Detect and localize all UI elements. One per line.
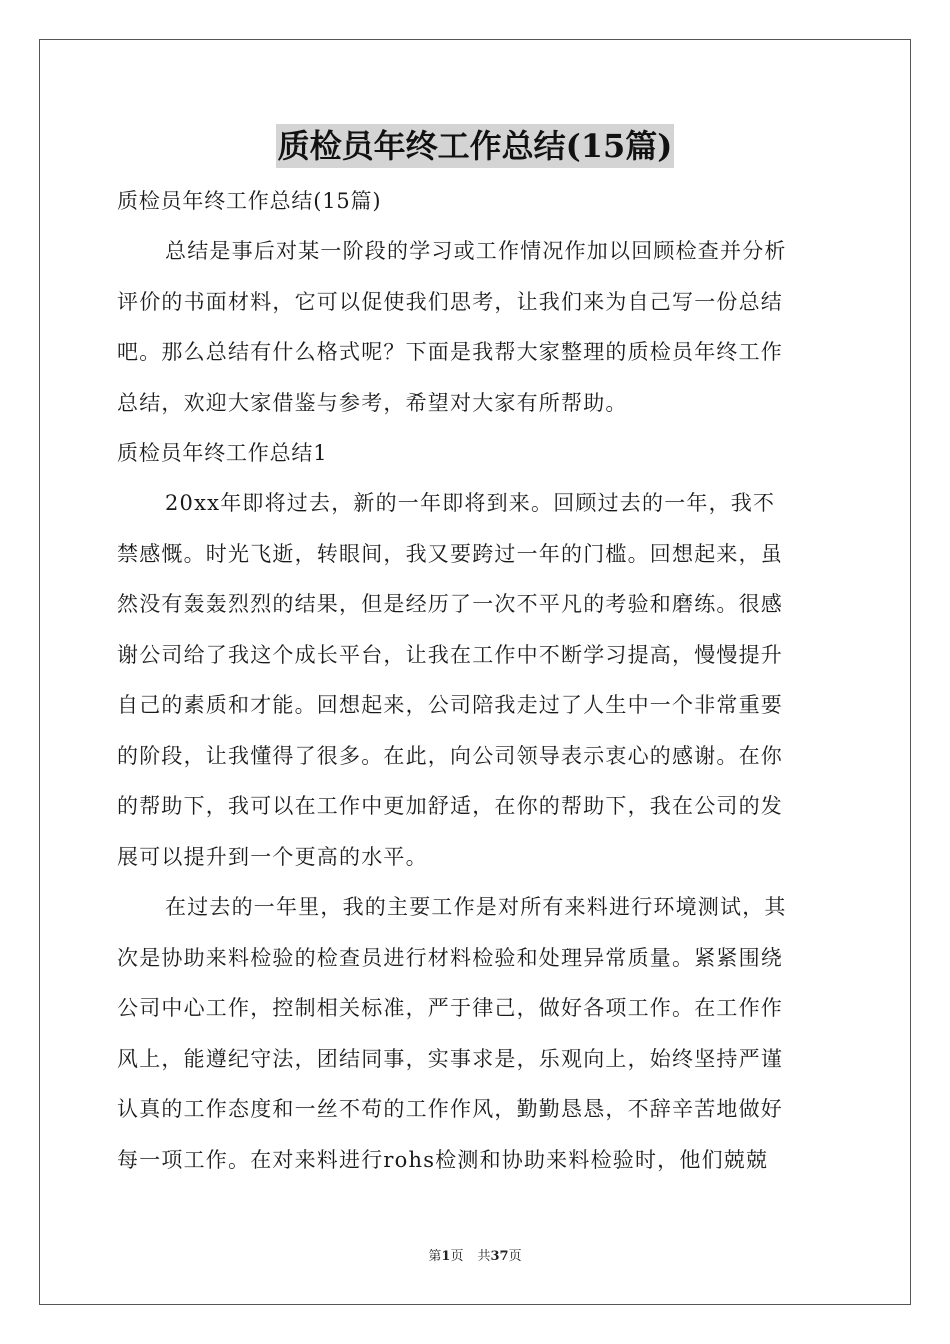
paragraph-line: 的阶段，让我懂得了很多。在此，向公司领导表示衷心的感谢。在你 — [117, 743, 783, 768]
total-pages: 37 — [490, 1249, 509, 1264]
paragraph-line: 展可以提升到一个更高的水平。 — [117, 844, 428, 869]
document-body — [117, 176, 833, 1185]
intro-paragraph — [117, 226, 833, 428]
page-footer — [0, 1245, 950, 1264]
page-number: 1 — [441, 1249, 451, 1264]
total-suffix: 页 — [508, 1249, 522, 1264]
body-paragraph-1 — [117, 478, 833, 882]
title-container — [0, 124, 950, 168]
paragraph-line: 谢公司给了我这个成长平台，让我在工作中不断学习提高，慢慢提升 — [117, 642, 783, 667]
document-title: 质检员年终工作总结(15篇) — [276, 124, 675, 168]
paragraph-line: 总结是事后对某一阶段的学习或工作情况作加以回顾检查并分析 — [165, 239, 787, 263]
paragraph-line: 评价的书面材料，它可以促使我们思考，让我们来为自己写一份总结 — [117, 289, 783, 314]
paragraph-line: 风上，能遵纪守法，团结同事，实事求是，乐观向上，始终坚持严谨 — [117, 1046, 783, 1071]
paragraph-line: 认真的工作态度和一丝不苟的工作作风，勤勤恳恳，不辞辛苦地做好 — [117, 1097, 783, 1121]
paragraph-line: 每一项工作。在对来料进行rohs检测和协助来料检验时，他们兢兢 — [117, 1147, 769, 1172]
paragraph-line: 次是协助来料检验的检查员进行材料检验和处理异常质量。紧紧围绕 — [117, 945, 783, 970]
document-subtitle: 质检员年终工作总结(15篇) — [117, 189, 382, 213]
page-prefix: 第 — [428, 1249, 442, 1264]
paragraph-line: 公司中心工作，控制相关标准，严于律己，做好各项工作。在工作作 — [117, 996, 783, 1020]
paragraph-line: 20xx年即将过去，新的一年即将到来。回顾过去的一年，我不 — [165, 491, 776, 515]
total-prefix: 共 — [477, 1249, 491, 1264]
paragraph-line: 的帮助下，我可以在工作中更加舒适，在你的帮助下，我在公司的发 — [117, 794, 783, 818]
section-heading: 质检员年终工作总结1 — [117, 441, 328, 465]
body-paragraph-2 — [117, 882, 833, 1185]
paragraph-line: 吧。那么总结有什么格式呢？下面是我帮大家整理的质检员年终工作 — [117, 340, 783, 364]
paragraph-line: 在过去的一年里，我的主要工作是对所有来料进行环境测试，其 — [165, 895, 787, 919]
paragraph-line: 然没有轰轰烈烈的结果，但是经历了一次不平凡的考验和磨练。很感 — [117, 592, 783, 616]
paragraph-line: 自己的素质和才能。回想起来，公司陪我走过了人生中一个非常重要 — [117, 693, 783, 717]
page-suffix: 页 — [450, 1249, 464, 1264]
paragraph-line: 禁感慨。时光飞逝，转眼间，我又要跨过一年的门槛。回想起来，虽 — [117, 541, 783, 566]
paragraph-line: 总结，欢迎大家借鉴与参考，希望对大家有所帮助。 — [117, 390, 628, 415]
